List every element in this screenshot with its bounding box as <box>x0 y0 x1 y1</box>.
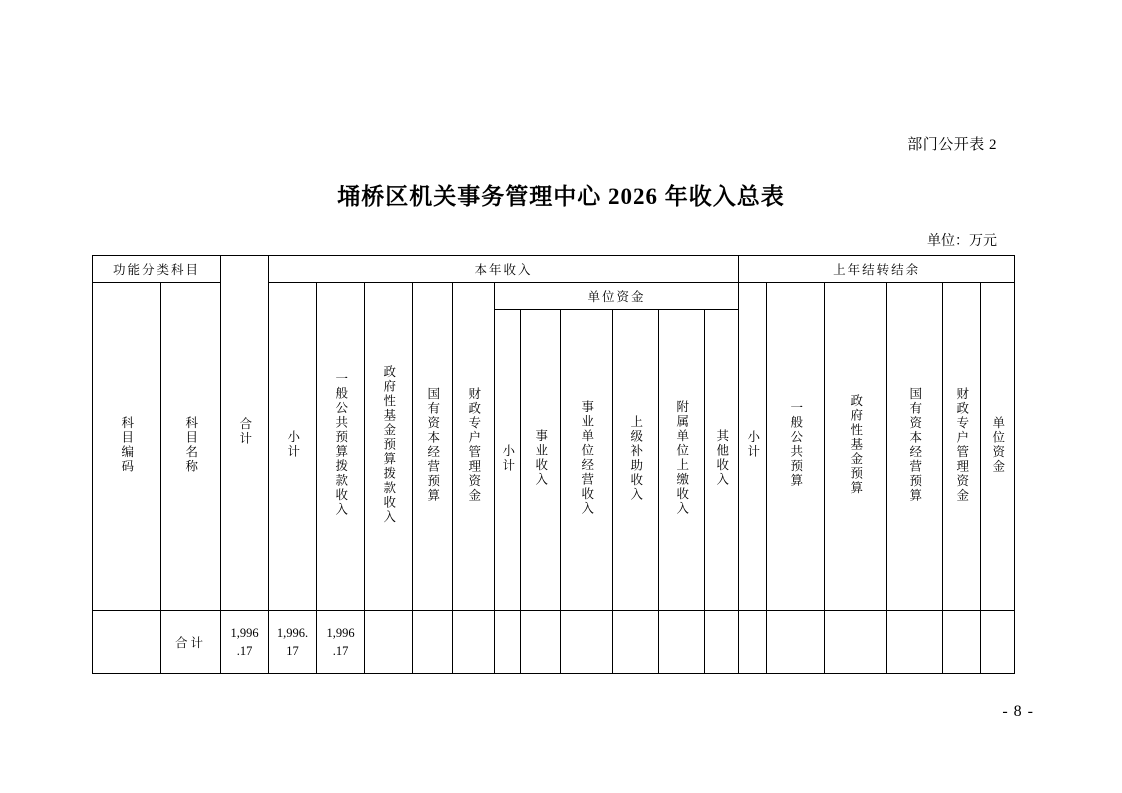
cell-py-general-budget <box>767 611 825 674</box>
header-cy-general-budget: 一般公共预算拨款收入 <box>317 283 365 611</box>
cell-cy-fiscal-special <box>453 611 495 674</box>
cell-name: 合计 <box>161 611 221 674</box>
cell-cy-gov-fund-budget <box>365 611 413 674</box>
cell-py-fiscal-special <box>943 611 981 674</box>
header-uf-superior-subsidy: 上级补助收入 <box>613 310 659 611</box>
header-cy-gov-fund-budget: 政府性基金预算拨款收入 <box>365 283 413 611</box>
cell-uf-affiliate-payment <box>659 611 705 674</box>
document-tag: 部门公开表 2 <box>907 137 997 153</box>
header-classification: 功能分类科目 <box>93 256 221 283</box>
header-uf-affiliate-payment: 附属单位上缴收入 <box>659 310 705 611</box>
cell-uf-operating-income <box>561 611 613 674</box>
unit-note: 单位：万元 <box>927 234 997 249</box>
cell-cy-subtotal: 1,996. 17 <box>269 611 317 674</box>
table <box>92 255 1015 674</box>
cell-py-subtotal <box>739 611 767 674</box>
header-unit-funds: 单位资金 <box>495 283 739 310</box>
cell-py-gov-fund-budget <box>825 611 887 674</box>
header-py-subtotal: 小计 <box>739 283 767 611</box>
cell-py-state-capital <box>887 611 943 674</box>
header-code: 科目编码 <box>93 283 161 611</box>
header-current-year-income: 本年收入 <box>269 256 739 283</box>
cell-uf-superior-subsidy <box>613 611 659 674</box>
income-summary-table <box>92 255 1005 674</box>
cell-uf-business-income <box>521 611 561 674</box>
cell-uf-other-income <box>705 611 739 674</box>
header-py-unit-funds: 单位资金 <box>981 283 1015 611</box>
cell-code <box>93 611 161 674</box>
page-title: 埇桥区机关事务管理中心 2026 年收入总表 <box>337 184 785 209</box>
cell-cy-general-budget: 1,996 .17 <box>317 611 365 674</box>
header-py-gov-fund-budget: 政府性基金预算 <box>825 283 887 611</box>
header-py-fiscal-special: 财政专户管理资金 <box>943 283 981 611</box>
header-uf-business-income: 事业收入 <box>521 310 561 611</box>
header-cy-fiscal-special: 财政专户管理资金 <box>453 283 495 611</box>
cell-uf-subtotal <box>495 611 521 674</box>
header-cy-subtotal: 小计 <box>269 283 317 611</box>
header-uf-other-income: 其他收入 <box>705 310 739 611</box>
header-py-state-capital: 国有资本经营预算 <box>887 283 943 611</box>
table-row <box>93 611 1015 674</box>
cell-cy-state-capital <box>413 611 453 674</box>
header-uf-operating-income: 事业单位经营收入 <box>561 310 613 611</box>
header-py-general-budget: 一般公共预算 <box>767 283 825 611</box>
header-total: 合计 <box>221 256 269 611</box>
header-prior-year-carryover: 上年结转结余 <box>739 256 1015 283</box>
header-row-groups <box>93 256 1015 283</box>
cell-total: 1,996 .17 <box>221 611 269 674</box>
header-cy-state-capital: 国有资本经营预算 <box>413 283 453 611</box>
page-number: - 8 - <box>1002 703 1034 720</box>
header-uf-subtotal: 小计 <box>495 310 521 611</box>
header-name: 科目名称 <box>161 283 221 611</box>
cell-py-unit-funds <box>981 611 1015 674</box>
